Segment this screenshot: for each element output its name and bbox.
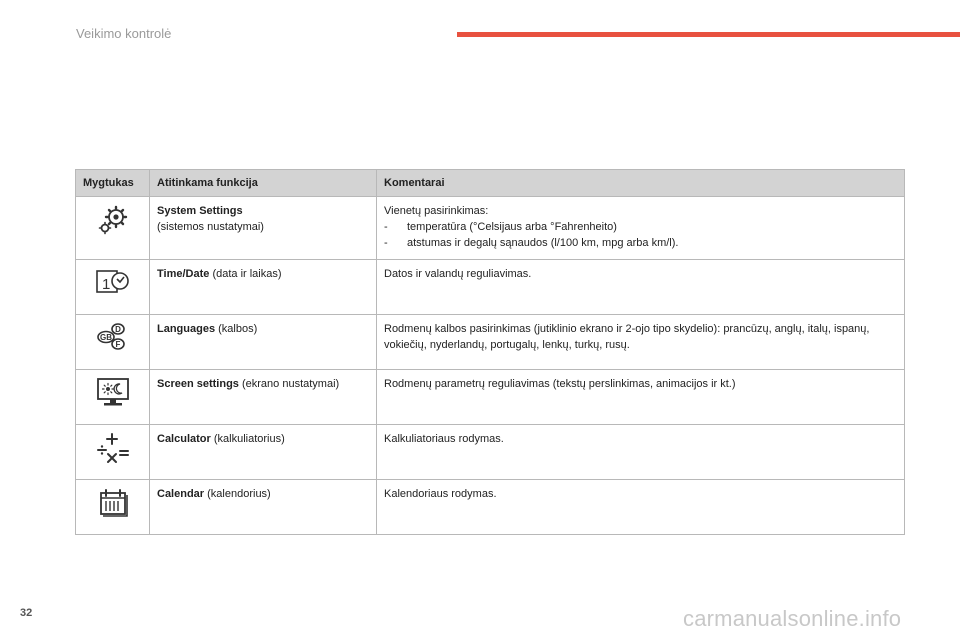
comment-cell	[377, 370, 905, 425]
function-description: (sistemos nustatymai)	[157, 221, 264, 233]
comment-cell	[377, 260, 905, 315]
time-date-icon	[83, 266, 142, 296]
system-settings-icon	[83, 203, 142, 237]
column-header-comments: Komentarai	[377, 170, 905, 197]
comment-cell	[377, 315, 905, 370]
languages-icon-label: F	[115, 340, 120, 349]
comment-cell	[377, 197, 905, 260]
languages-icon	[83, 321, 142, 353]
icon-cell	[76, 260, 150, 315]
function-cell	[150, 315, 377, 370]
function-name: System Settings	[157, 205, 243, 217]
icon-cell	[76, 425, 150, 480]
calendar-icon	[83, 486, 142, 520]
function-name: Calendar	[157, 488, 205, 500]
table-row	[76, 197, 905, 260]
comment-list-item: - atstumas ir degalų sąnaudos (l/100 km, mpg arba km/l).	[384, 235, 897, 251]
icon-cell	[76, 197, 150, 260]
time-date-icon-number: 1	[101, 276, 110, 293]
comment-text: Kalkuliatoriaus rodymas.	[384, 433, 504, 445]
function-cell	[150, 197, 377, 260]
calculator-icon	[83, 431, 142, 465]
function-name: Calculator	[157, 433, 211, 445]
comment-text: Rodmenų parametrų reguliavimas (tekstų perslinkimas, animacijos ir kt.)	[384, 378, 736, 390]
comment-text: Vienetų pasirinkimas:	[384, 205, 489, 217]
table-row	[76, 260, 905, 315]
function-cell	[150, 260, 377, 315]
table-row	[76, 425, 905, 480]
table-header-row	[76, 170, 905, 197]
function-table	[75, 169, 905, 535]
function-description: (kalkuliatorius)	[213, 433, 285, 445]
column-header-function: Atitinkama funkcija	[150, 170, 377, 197]
section-title: Veikimo kontrolė	[76, 26, 172, 41]
function-name: Screen settings	[157, 378, 239, 390]
function-description: (kalbos)	[218, 323, 258, 335]
table-row	[76, 480, 905, 535]
watermark: carmanualsonline.info	[683, 606, 902, 631]
comment-text: Kalendoriaus rodymas.	[384, 488, 497, 500]
comment-list-item: - temperatūra (°Celsijaus arba °Fahrenheito)	[384, 219, 897, 235]
table-row	[76, 370, 905, 425]
comment-cell	[377, 480, 905, 535]
function-description: (ekrano nustatymai)	[241, 378, 340, 390]
function-cell	[150, 370, 377, 425]
comment-text: Datos ir valandų reguliavimas.	[384, 268, 532, 280]
function-cell	[150, 480, 377, 535]
screen-settings-icon	[83, 376, 142, 408]
header-accent-bar	[457, 32, 960, 37]
page-number: 32	[20, 607, 33, 619]
icon-cell	[76, 315, 150, 370]
comment-list	[384, 219, 897, 251]
column-header-button: Mygtukas	[76, 170, 150, 197]
icon-cell	[76, 480, 150, 535]
function-cell	[150, 425, 377, 480]
languages-icon-label: GB	[99, 333, 112, 342]
function-description: (data ir laikas)	[212, 268, 282, 280]
function-name: Time/Date	[157, 268, 210, 280]
function-name: Languages	[157, 323, 216, 335]
comment-text: Rodmenų kalbos pasirinkimas (jutiklinio ekrano ir 2-ojo tipo skydelio): prancūzų, anglų, italų, ispanų, vokiečių, nyderlandų, portugalų, lenkų, turkų, rusų.	[384, 323, 870, 351]
languages-icon-label: D	[114, 325, 121, 334]
function-description: (kalendorius)	[207, 488, 271, 500]
icon-cell	[76, 370, 150, 425]
comment-cell	[377, 425, 905, 480]
table-row	[76, 315, 905, 370]
